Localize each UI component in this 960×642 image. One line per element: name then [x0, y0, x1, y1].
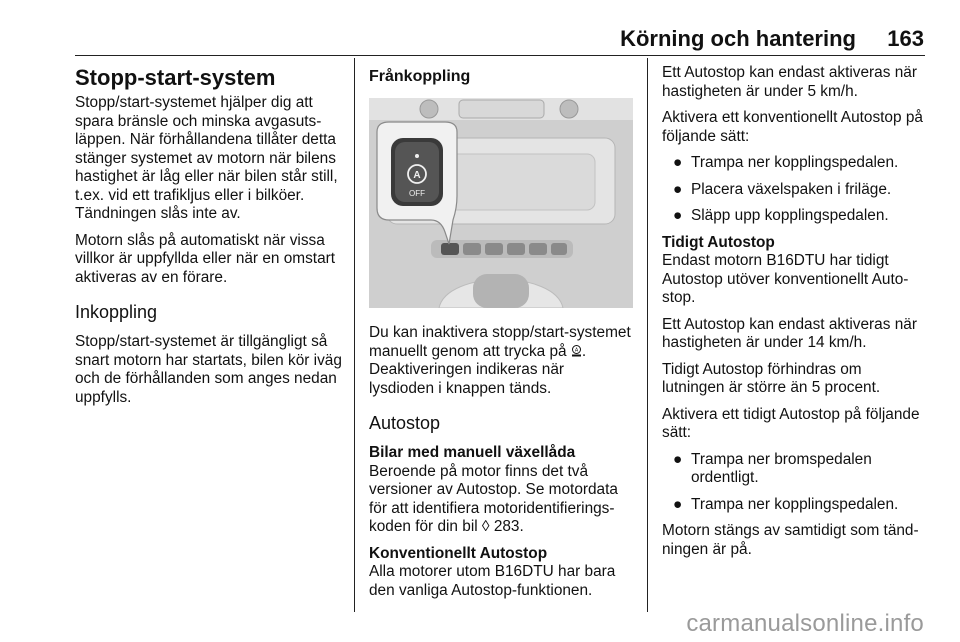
bullet-icon: ●: [673, 495, 683, 513]
paragraph: Tidigt Autostop förhindras om lutningen är större än 5 procent.: [662, 360, 881, 396]
bullet-list: [662, 154, 928, 226]
header-title: Körning och hantering: [620, 26, 856, 51]
minor-heading: Konventionellt Autostop: [369, 544, 548, 562]
column-3: [662, 64, 928, 567]
bullet-icon: ●: [673, 180, 683, 198]
autostop-off-button-icon: [571, 344, 582, 358]
paragraph: Aktivera ett tidigt Autostop på följande sätt:: [662, 405, 920, 441]
column-2: [369, 64, 633, 608]
paragraph: Beroende på motor finns det två versioner av Autostop. Se motordata för att identifiera motoridentifierings-koden för din bil ◊ 283.: [369, 462, 618, 535]
paragraph: Stopp/start-systemet är tillgängligt så snart motorn har startats, bilen kör iväg och de förhållanden som anges nedan uppfylls.: [75, 333, 342, 406]
off-label: OFF: [409, 189, 425, 198]
paragraph: Ett Autostop kan endast aktiveras när hastigheten är under 5 km/h.: [662, 64, 917, 100]
paragraph: Motorn stängs av samtidigt som tänd-ningen är på.: [662, 522, 919, 558]
subsection-heading: Autostop: [369, 413, 441, 433]
subsection-heading: Inkoppling: [75, 302, 158, 322]
svg-text:A: A: [574, 347, 579, 354]
subsection-heading: Frånkoppling: [369, 68, 471, 85]
list-item: ● Placera växelspaken i friläge.: [673, 180, 892, 198]
list-item: ● Trampa ner kopplingspedalen.: [673, 495, 899, 513]
minor-heading: Tidigt Autostop: [662, 233, 775, 251]
svg-text:A: A: [413, 170, 421, 181]
bullet-list: [662, 451, 928, 515]
column-1: [75, 64, 343, 415]
list-item: ● Trampa ner bromspedalen ordentligt.: [673, 450, 872, 486]
page-number: 163: [887, 26, 924, 51]
bullet-icon: ●: [673, 450, 683, 468]
paragraph: Du kan inaktivera stopp/start-systemet manuellt genom att trycka på A . Deaktiveringen indikeras när lysdioden i knappen tänds.: [369, 324, 631, 397]
watermark: carmanualsonline.info: [686, 610, 924, 637]
paragraph: Aktivera ett konventionellt Autostop på följande sätt:: [662, 109, 923, 145]
section-heading: Stopp-start-system: [75, 65, 276, 90]
bullet-icon: ●: [673, 207, 683, 224]
paragraph: Endast motorn B16DTU har tidigt Autostop utöver konventionellt Auto-stop.: [662, 252, 909, 306]
paragraph: Motorn slås på automatiskt när vissa villkor är uppfyllda eller när en omstart aktiveras av en förare.: [75, 231, 336, 286]
paragraph: Alla motorer utom B16DTU har bara den vanliga Autostop-funktionen.: [369, 563, 616, 599]
paragraph: Ett Autostop kan endast aktiveras när hastigheten är under 14 km/h.: [662, 315, 917, 351]
list-item: ● Släpp upp kopplingspedalen.: [673, 207, 889, 224]
column-divider-2: [647, 58, 648, 612]
bullet-icon: ●: [673, 154, 683, 171]
column-divider-1: [354, 58, 355, 612]
list-item: ● Trampa ner kopplingspedalen.: [673, 154, 899, 171]
dashboard-illustration: [369, 98, 633, 308]
minor-heading: Bilar med manuell växellåda: [369, 444, 576, 461]
dashboard-photo: [369, 98, 633, 308]
paragraph: Stopp/start-systemet hjälper dig att spara bränsle och minska avgasuts-läppen. När förhållandena tillåter detta stänger systemet av motorn när bilens hastighet är låg eller när bilen står still, t.ex. vid ett trafikljus eller i bilköer. Tändningen slås inte av.: [75, 94, 338, 222]
header-rule: [75, 55, 925, 56]
